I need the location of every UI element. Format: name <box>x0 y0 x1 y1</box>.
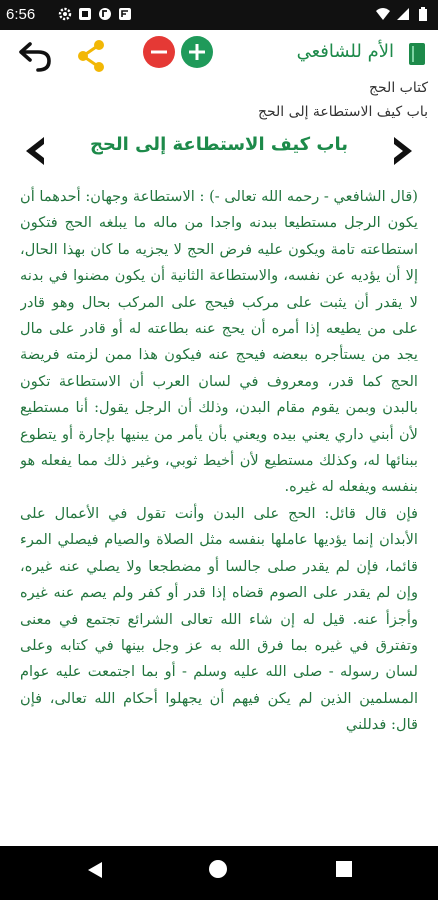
zoom-out-button[interactable] <box>143 36 175 68</box>
chapter-title: باب كيف الاستطاعة إلى الحج <box>89 134 349 155</box>
status-notification-icons <box>58 7 132 21</box>
minus-icon <box>143 36 175 68</box>
app-notification-icon <box>78 7 92 21</box>
content-paragraph: فإن قال قائل: الحج على البدن وأنت تقول في الأعمال على الأبدان إنما يؤديها عاملها بنفسه مثل الصلاة والصيام فيصلي المرء قائما، فإن لم يقدر صلى جالسا أو مضطجعا ولا يصلي عنه غيره، وإن لم يقدر على الصوم قضاه إذا قدر أو كفر ولم يصم عنه غيره وأجزأ عنه. قيل له إن شاء الله تعالى الشرائع تجتمع في معنى وتفترق في غيره بما فرق الله به عز وجل بينها في كتابه وعلى لسان رسوله - صلى الله عليه وسلم - أو بما اجتمعت عليه عوام المسلمين الذين لم يكن فيهم أن يجهلوا أحكام الله تعالى، فإن قال: فدللني <box>20 504 418 734</box>
recents-square-icon[interactable] <box>336 861 352 877</box>
breadcrumb-chapter[interactable]: باب كيف الاستطاعة إلى الحج <box>257 104 428 120</box>
status-time: 6:56 <box>6 6 36 23</box>
home-circle-icon[interactable] <box>209 860 227 878</box>
status-system-icons <box>376 7 430 21</box>
chevron-right-icon <box>386 134 420 168</box>
app-notification-icon <box>118 7 132 21</box>
previous-chapter-button[interactable] <box>18 134 52 168</box>
share-icon <box>76 38 106 74</box>
undo-back-button[interactable] <box>18 40 54 72</box>
plus-icon <box>181 36 213 68</box>
undo-arrow-icon <box>18 40 54 72</box>
wifi-icon <box>376 7 390 21</box>
gear-icon <box>58 7 72 21</box>
battery-icon <box>416 7 430 21</box>
chapter-navigation <box>0 128 438 172</box>
signal-icon <box>396 7 410 21</box>
share-button[interactable] <box>76 38 106 74</box>
status-bar <box>0 0 438 30</box>
app-title: الأم للشافعي <box>296 41 394 62</box>
system-navigation-bar <box>0 846 438 900</box>
content-paragraph: (قال الشافعي - رحمه الله تعالى -) : الاستطاعة وجهان: أحدهما أن يكون الرجل مستطيعا ببدنه واجدا من ماله ما يبلغه الحج فتكون استطاعته تامة ويكون عليه فرض الحج لا يجزيه ما كان بهذا الحال، إلا أن يؤديه عن نفسه، والاستطاعة الثانية أن يكون مضنوا في بدنه لا يقدر أن يثبت على مركب فيحج على المركب بحال وهو قادر على من يطيعه إذا أمره أن يحج عنه بطاعته له أو قادر على مال يجد من يستأجره ببعضه فيحج عنه فيكون هذا ممن لزمته فريضة الحج كما قدر، ومعروف في لسان العرب أن الاستطاعة تكون بالبدن وبمن يقوم مقام البدن، وذلك أن الرجل يقول: أنا مستطيع لأن أبني داري يعني بيده ويعني بأن يأمر من يبنيها بإجارة أو يتطوع ببنائها له، وكذلك مستطيع لأن أخيط ثوبي، وغير ذلك مما يفعله هو بنفسه ويفعله له غيره. <box>20 188 418 496</box>
zoom-in-button[interactable] <box>181 36 213 68</box>
app-notification-icon <box>98 7 112 21</box>
chevron-left-icon <box>18 134 52 168</box>
book-content[interactable] <box>20 184 418 824</box>
breadcrumb-book[interactable]: كتاب الحج <box>368 80 428 96</box>
next-chapter-button[interactable] <box>386 134 420 168</box>
back-triangle-icon[interactable] <box>86 860 104 880</box>
book-icon <box>408 42 426 66</box>
app-bar <box>0 30 438 78</box>
